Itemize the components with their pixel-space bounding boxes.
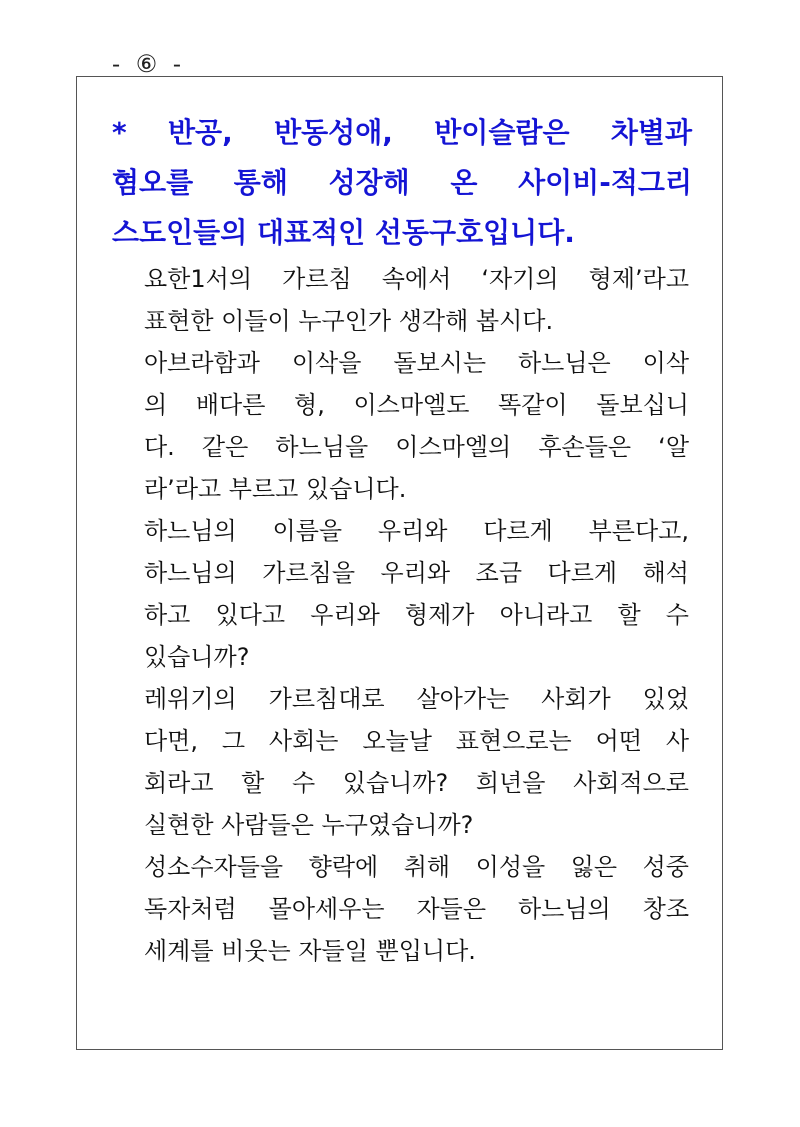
- paragraph-line: 하느님의 가르침을 우리와 조금 다르게 해석: [144, 559, 689, 587]
- paragraph-minorities: [144, 846, 689, 972]
- paragraph-abraham: [144, 342, 689, 510]
- paragraph-line: 하고 있다고 우리와 형제가 아니라고 할 수: [144, 601, 689, 629]
- paragraph-line: 표현한 이들이 누구인가 생각해 봅시다.: [144, 307, 554, 335]
- heading-line: * 반공, 반동성애, 반이슬람은 차별과: [112, 116, 692, 149]
- paragraph-line: 요한1서의 가르침 속에서 ‘자기의 형제’라고: [144, 265, 689, 293]
- paragraph-line: 다. 같은 하느님을 이스마엘의 후손들은 ‘알: [144, 433, 689, 461]
- body-text: [144, 258, 689, 972]
- paragraph-line: 세계를 비웃는 자들일 뿐입니다.: [144, 937, 476, 965]
- heading-line: 스도인들의 대표적인 선동구호입니다.: [112, 216, 575, 249]
- paragraph-line: 라’라고 부르고 있습니다.: [144, 475, 407, 503]
- paragraph-line: 아브라함과 이삭을 돌보시는 하느님은 이삭: [144, 349, 689, 377]
- page-number: - ⑥ -: [112, 50, 185, 78]
- heading-line: 혐오를 통해 성장해 온 사이비-적그리: [112, 166, 692, 199]
- paragraph-line: 하느님의 이름을 우리와 다르게 부른다고,: [144, 517, 689, 545]
- paragraph-line: 독자처럼 몰아세우는 자들은 하느님의 창조: [144, 895, 689, 923]
- paragraph-line: 있습니까?: [144, 643, 250, 671]
- paragraph-line: 회라고 할 수 있습니까? 희년을 사회적으로: [144, 769, 689, 797]
- paragraph-line: 다면, 그 사회는 오늘날 표현으로는 어떤 사: [144, 727, 689, 755]
- paragraph-line: 성소수자들을 향락에 취해 이성을 잃은 성중: [144, 853, 689, 881]
- heading: [112, 108, 692, 258]
- paragraph-brothers: [144, 258, 689, 342]
- paragraph-line: 의 배다른 형, 이스마엘도 똑같이 돌보십니: [144, 391, 689, 419]
- paragraph-line: 레위기의 가르침대로 살아가는 사회가 있었: [144, 685, 689, 713]
- paragraph-gods-name: [144, 510, 689, 678]
- paragraph-line: 실현한 사람들은 누구였습니까?: [144, 811, 474, 839]
- paragraph-leviticus: [144, 678, 689, 846]
